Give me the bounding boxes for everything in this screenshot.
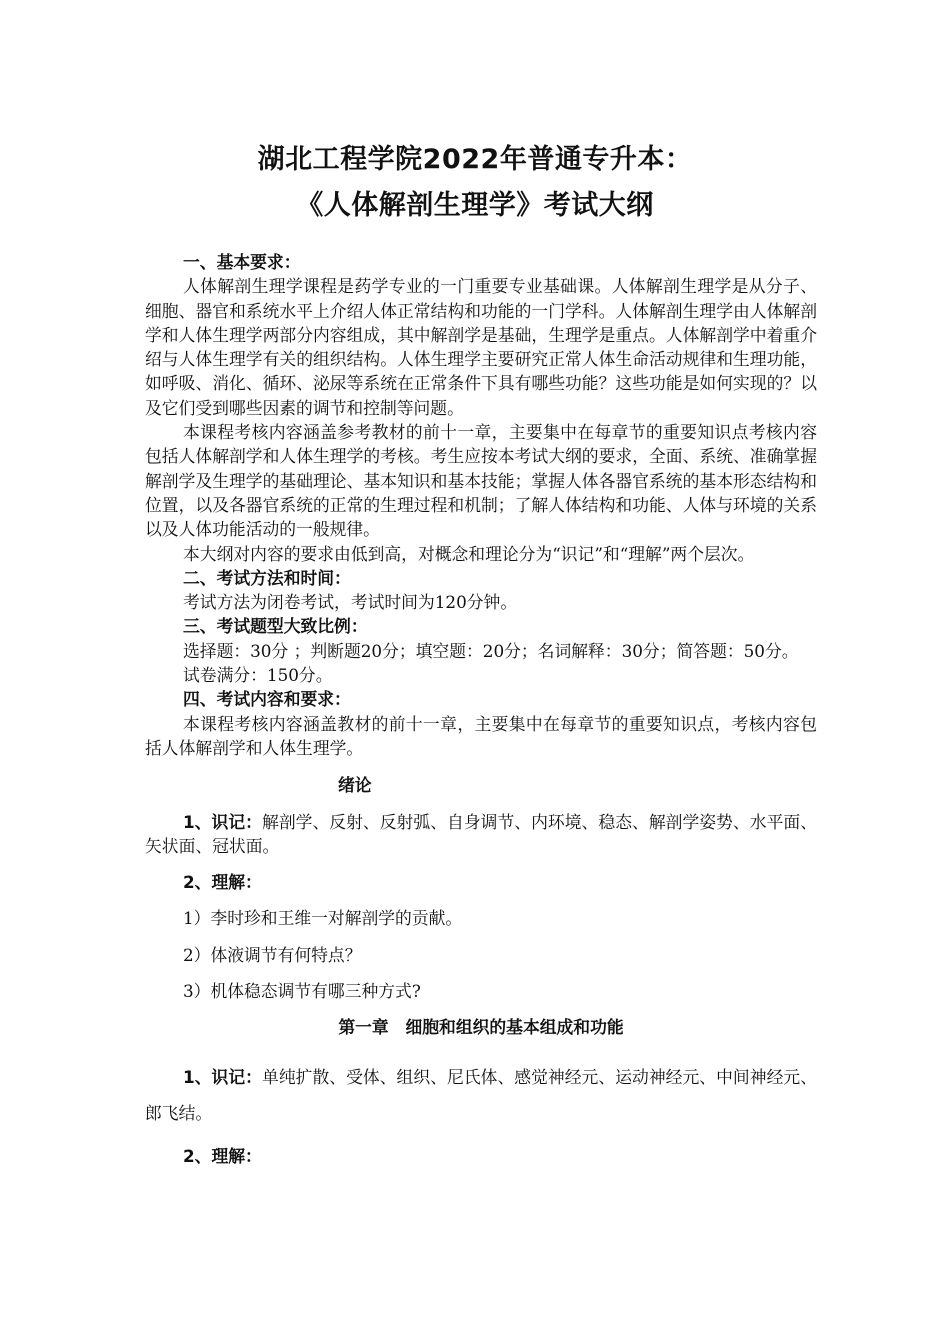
list-item: 3）机体稳态调节有哪三种方式? bbox=[183, 981, 421, 1002]
list-item: 2）体液调节有何特点？ bbox=[183, 944, 362, 965]
memorize-label: 1、识记： bbox=[183, 1066, 262, 1087]
memorize-label: 1、识记： bbox=[183, 811, 262, 832]
document-title-line2: 《人体解剖生理学》考试大纲 bbox=[296, 190, 654, 221]
section-heading-basic-requirements: 一、基本要求： bbox=[183, 252, 301, 272]
document-body bbox=[145, 250, 817, 1168]
section-heading-question-types: 三、考试题型大致比例： bbox=[183, 616, 368, 637]
paragraph: 试卷满分：150分。 bbox=[183, 665, 333, 686]
memorize-item bbox=[145, 810, 817, 859]
paragraph: 本课程考核内容涵盖教材的前十一章，主要集中在每章节的重要知识点，考核内容包括人体解剖学和人体生理学。 bbox=[145, 713, 817, 758]
memorize-text: 解剖学、反射、反射弧、自身调节、内环境、稳态、解剖学姿势、水平面、矢状面、冠状面。 bbox=[145, 811, 817, 856]
understand-label: 2、理解： bbox=[183, 872, 262, 893]
paragraph: 选择题：30分 ；判断题20分；填空题：20分；名词解释：30分；简答题：50分。 bbox=[183, 640, 799, 661]
memorize-text: 单纯扩散、受体、组织、尼氏体、感觉神经元、运动神经元、中间神经元、郎飞结。 bbox=[145, 1066, 817, 1123]
list-item: 1）李时珍和王维一对解剖学的贡献。 bbox=[183, 908, 463, 929]
understand-label: 2、理解： bbox=[183, 1145, 262, 1166]
paragraph: 本大纲对内容的要求由低到高，对概念和理论分为“识记”和“理解”两个层次。 bbox=[183, 543, 755, 564]
paragraph: 考试方法为闭卷考试，考试时间为120分钟。 bbox=[183, 592, 518, 613]
chapter-heading-intro: 绪论 bbox=[338, 775, 372, 796]
section-heading-exam-method: 二、考试方法和时间： bbox=[183, 567, 351, 588]
section-heading-exam-content: 四、考试内容和要求： bbox=[183, 689, 351, 710]
paragraph: 本课程考核内容涵盖参考教材的前十一章，主要集中在每章节的重要知识点考核内容包括人体解剖学和人体生理学的考核。考生应按本考试大纲的要求，全面、系统、准确掌握解剖学及生理学的基础理论、基本知识和基本技能；掌握人体各器官系统的基本形态结构和位置，以及各器官系统的正常的生理过程和机制；了解人体结构和功能、人体与环境的关系以及人体功能活动的一般规律。 bbox=[145, 422, 817, 540]
chapter-heading-1: 第一章 细胞和组织的基本组成和功能 bbox=[338, 1017, 624, 1038]
memorize-item bbox=[145, 1059, 817, 1131]
document-title-line1: 湖北工程学院2022年普通专升本： bbox=[257, 144, 693, 175]
paragraph: 人体解剖生理学课程是药学专业的一门重要专业基础课。人体解剖生理学是从分子、细胞、器官和系统水平上介绍人体正常结构和功能的一门学科。人体解剖生理学由人体解剖学和人体生理学两部分内容组成，其中解剖学是基础，生理学是重点。人体解剖学中着重介绍与人体生理学有关的组织结构。人体生理学主要研究正常人体生命活动规律和生理功能，如呼吸、消化、循环、泌尿等系统在正常条件下具有哪些功能？这些功能是如何实现的？以及它们受到哪些因素的调节和控制等问题。 bbox=[145, 276, 817, 418]
